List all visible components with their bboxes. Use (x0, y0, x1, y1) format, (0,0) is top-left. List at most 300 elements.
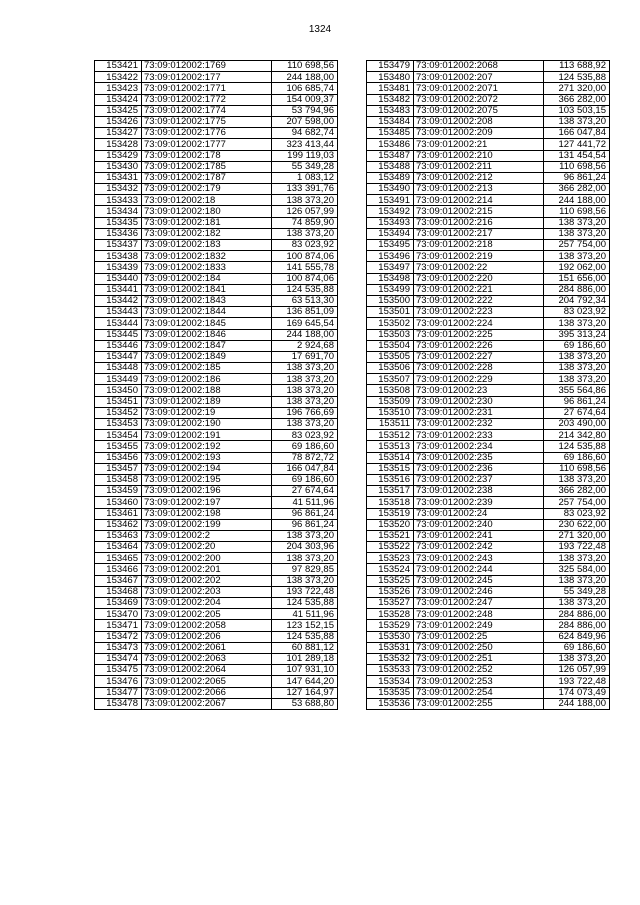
table-row (95, 486, 338, 497)
cadastral-number-cell: 73:09:012002:210 (414, 150, 544, 161)
row-number-cell: 153450 (95, 385, 142, 396)
table-row (367, 687, 610, 698)
value-cell: 74 859,90 (272, 217, 338, 228)
cadastral-number-cell: 73:09:012002:183 (142, 240, 272, 251)
table-row (95, 195, 338, 206)
cadastral-number-cell: 73:09:012002:180 (142, 206, 272, 217)
value-cell: 96 861,24 (544, 172, 610, 183)
row-number-cell: 153443 (95, 307, 142, 318)
table-row (95, 105, 338, 116)
cadastral-number-cell: 73:09:012002:223 (414, 307, 544, 318)
cadastral-number-cell: 73:09:012002:225 (414, 329, 544, 340)
row-number-cell: 153529 (367, 620, 414, 631)
cadastral-number-cell: 73:09:012002:237 (414, 474, 544, 485)
table-row (367, 463, 610, 474)
row-number-cell: 153495 (367, 240, 414, 251)
row-number-cell: 153520 (367, 519, 414, 530)
right-table (366, 60, 610, 710)
table-row (95, 251, 338, 262)
value-cell: 230 622,00 (544, 519, 610, 530)
table-row (95, 407, 338, 418)
value-cell: 257 754,00 (544, 497, 610, 508)
cadastral-number-cell: 73:09:012002:244 (414, 564, 544, 575)
table-row (95, 139, 338, 150)
cadastral-number-cell: 73:09:012002:186 (142, 374, 272, 385)
cadastral-number-cell: 73:09:012002:193 (142, 452, 272, 463)
cadastral-number-cell: 73:09:012002:25 (414, 631, 544, 642)
table-row (367, 340, 610, 351)
value-cell: 2 924,68 (272, 340, 338, 351)
value-cell: 325 584,00 (544, 564, 610, 575)
cadastral-number-cell: 73:09:012002:224 (414, 318, 544, 329)
table-row (367, 665, 610, 676)
cadastral-number-cell: 73:09:012002:239 (414, 497, 544, 508)
row-number-cell: 153431 (95, 172, 142, 183)
value-cell: 69 186,60 (544, 340, 610, 351)
row-number-cell: 153436 (95, 228, 142, 239)
cadastral-number-cell: 73:09:012002:221 (414, 284, 544, 295)
cadastral-number-cell: 73:09:012002:227 (414, 351, 544, 362)
table-row (95, 150, 338, 161)
cadastral-number-cell: 73:09:012002:1846 (142, 329, 272, 340)
table-row (95, 351, 338, 362)
row-number-cell: 153479 (367, 61, 414, 72)
cadastral-number-cell: 73:09:012002:21 (414, 139, 544, 150)
cadastral-number-cell: 73:09:012002:232 (414, 419, 544, 430)
value-cell: 214 342,80 (544, 430, 610, 441)
cadastral-number-cell: 73:09:012002:2072 (414, 94, 544, 105)
table-row (95, 262, 338, 273)
value-cell: 136 851,09 (272, 307, 338, 318)
table-row (95, 586, 338, 597)
table-row (367, 609, 610, 620)
table-row (95, 575, 338, 586)
value-cell: 203 490,00 (544, 419, 610, 430)
row-number-cell: 153451 (95, 396, 142, 407)
value-cell: 138 373,20 (272, 228, 338, 239)
row-number-cell: 153477 (95, 687, 142, 698)
cadastral-number-cell: 73:09:012002:194 (142, 463, 272, 474)
cadastral-number-cell: 73:09:012002:1844 (142, 307, 272, 318)
cadastral-number-cell: 73:09:012002:18 (142, 195, 272, 206)
value-cell: 138 373,20 (272, 575, 338, 586)
row-number-cell: 153507 (367, 374, 414, 385)
table-row (95, 441, 338, 452)
table-row (95, 430, 338, 441)
cadastral-number-cell: 73:09:012002:201 (142, 564, 272, 575)
row-number-cell: 153467 (95, 575, 142, 586)
value-cell: 147 644,20 (272, 676, 338, 687)
row-number-cell: 153526 (367, 586, 414, 597)
row-number-cell: 153445 (95, 329, 142, 340)
row-number-cell: 153501 (367, 307, 414, 318)
row-number-cell: 153441 (95, 284, 142, 295)
row-number-cell: 153485 (367, 128, 414, 139)
table-row (95, 631, 338, 642)
cadastral-number-cell: 73:09:012002:1772 (142, 94, 272, 105)
cadastral-number-cell: 73:09:012002:255 (414, 698, 544, 709)
value-cell: 138 373,20 (544, 575, 610, 586)
table-row (367, 94, 610, 105)
value-cell: 355 564,86 (544, 385, 610, 396)
row-number-cell: 153527 (367, 598, 414, 609)
value-cell: 138 373,20 (544, 228, 610, 239)
value-cell: 83 023,92 (544, 508, 610, 519)
cadastral-number-cell: 73:09:012002:2066 (142, 687, 272, 698)
table-row (367, 329, 610, 340)
table-row (367, 642, 610, 653)
value-cell: 138 373,20 (544, 598, 610, 609)
row-number-cell: 153462 (95, 519, 142, 530)
row-number-cell: 153483 (367, 105, 414, 116)
cadastral-number-cell: 73:09:012002:245 (414, 575, 544, 586)
cadastral-number-cell: 73:09:012002:251 (414, 653, 544, 664)
value-cell: 366 282,00 (544, 94, 610, 105)
value-cell: 96 861,24 (272, 508, 338, 519)
value-cell: 284 886,00 (544, 284, 610, 295)
value-cell: 124 535,88 (272, 284, 338, 295)
table-row (367, 564, 610, 575)
cadastral-number-cell: 73:09:012002:252 (414, 665, 544, 676)
cadastral-number-cell: 73:09:012002:199 (142, 519, 272, 530)
row-number-cell: 153500 (367, 295, 414, 306)
value-cell: 138 373,20 (272, 419, 338, 430)
row-number-cell: 153530 (367, 631, 414, 642)
value-cell: 366 282,00 (544, 184, 610, 195)
row-number-cell: 153459 (95, 486, 142, 497)
cadastral-number-cell: 73:09:012002:246 (414, 586, 544, 597)
value-cell: 83 023,92 (272, 430, 338, 441)
row-number-cell: 153533 (367, 665, 414, 676)
row-number-cell: 153499 (367, 284, 414, 295)
row-number-cell: 153456 (95, 452, 142, 463)
table-row (367, 419, 610, 430)
value-cell: 204 303,96 (272, 542, 338, 553)
cadastral-number-cell: 73:09:012002:185 (142, 363, 272, 374)
cadastral-number-cell: 73:09:012002:250 (414, 642, 544, 653)
value-cell: 83 023,92 (272, 240, 338, 251)
table-row (367, 620, 610, 631)
table-row (95, 72, 338, 83)
table-row (367, 307, 610, 318)
table-row (367, 530, 610, 541)
table-row (367, 631, 610, 642)
row-number-cell: 153509 (367, 396, 414, 407)
row-number-cell: 153516 (367, 474, 414, 485)
value-cell: 138 373,20 (544, 653, 610, 664)
cadastral-number-cell: 73:09:012002:213 (414, 184, 544, 195)
cadastral-number-cell: 73:09:012002:203 (142, 586, 272, 597)
cadastral-number-cell: 73:09:012002:212 (414, 172, 544, 183)
row-number-cell: 153503 (367, 329, 414, 340)
value-cell: 123 152,15 (272, 620, 338, 631)
value-cell: 113 688,92 (544, 61, 610, 72)
table-row (367, 374, 610, 385)
row-number-cell: 153517 (367, 486, 414, 497)
table-row (95, 508, 338, 519)
row-number-cell: 153496 (367, 251, 414, 262)
row-number-cell: 153423 (95, 83, 142, 94)
value-cell: 284 886,00 (544, 609, 610, 620)
row-number-cell: 153428 (95, 139, 142, 150)
table-row (95, 307, 338, 318)
row-number-cell: 153453 (95, 419, 142, 430)
table-row (95, 94, 338, 105)
table-row (367, 396, 610, 407)
table-row (95, 687, 338, 698)
cadastral-number-cell: 73:09:012002:222 (414, 295, 544, 306)
table-row (95, 161, 338, 172)
row-number-cell: 153444 (95, 318, 142, 329)
cadastral-number-cell: 73:09:012002:231 (414, 407, 544, 418)
cadastral-number-cell: 73:09:012002:190 (142, 419, 272, 430)
page-number: 1324 (308, 24, 332, 35)
value-cell: 169 645,54 (272, 318, 338, 329)
table-row (95, 474, 338, 485)
value-cell: 138 373,20 (544, 374, 610, 385)
table-row (95, 396, 338, 407)
value-cell: 97 829,85 (272, 564, 338, 575)
cadastral-number-cell: 73:09:012002:181 (142, 217, 272, 228)
cadastral-number-cell: 73:09:012002:207 (414, 72, 544, 83)
row-number-cell: 153474 (95, 653, 142, 664)
row-number-cell: 153482 (367, 94, 414, 105)
cadastral-number-cell: 73:09:012002:22 (414, 262, 544, 273)
row-number-cell: 153535 (367, 687, 414, 698)
value-cell: 69 186,60 (272, 474, 338, 485)
cadastral-number-cell: 73:09:012002:236 (414, 463, 544, 474)
row-number-cell: 153434 (95, 206, 142, 217)
value-cell: 138 373,20 (272, 553, 338, 564)
value-cell: 103 503,15 (544, 105, 610, 116)
table-row (367, 586, 610, 597)
row-number-cell: 153510 (367, 407, 414, 418)
value-cell: 127 164,97 (272, 687, 338, 698)
table-row (95, 553, 338, 564)
cadastral-number-cell: 73:09:012002:179 (142, 184, 272, 195)
table-row (367, 508, 610, 519)
cadastral-number-cell: 73:09:012002:2064 (142, 665, 272, 676)
value-cell: 207 598,00 (272, 116, 338, 127)
cadastral-number-cell: 73:09:012002:197 (142, 497, 272, 508)
cadastral-number-cell: 73:09:012002:242 (414, 542, 544, 553)
value-cell: 106 685,74 (272, 83, 338, 94)
cadastral-number-cell: 73:09:012002:2061 (142, 642, 272, 653)
row-number-cell: 153515 (367, 463, 414, 474)
table-row (95, 676, 338, 687)
table-row (95, 61, 338, 72)
row-number-cell: 153458 (95, 474, 142, 485)
value-cell: 138 373,20 (544, 116, 610, 127)
cadastral-number-cell: 73:09:012002:1785 (142, 161, 272, 172)
cadastral-number-cell: 73:09:012002:204 (142, 598, 272, 609)
value-cell: 69 186,60 (272, 441, 338, 452)
table-row (367, 542, 610, 553)
value-cell: 110 698,56 (544, 161, 610, 172)
table-row (367, 407, 610, 418)
row-number-cell: 153534 (367, 676, 414, 687)
row-number-cell: 153469 (95, 598, 142, 609)
table-row (367, 474, 610, 485)
row-number-cell: 153481 (367, 83, 414, 94)
cadastral-number-cell: 73:09:012002:211 (414, 161, 544, 172)
value-cell: 138 373,20 (544, 251, 610, 262)
cadastral-number-cell: 73:09:012002:191 (142, 430, 272, 441)
row-number-cell: 153506 (367, 363, 414, 374)
right-table-body (367, 61, 610, 710)
cadastral-number-cell: 73:09:012002:198 (142, 508, 272, 519)
cadastral-number-cell: 73:09:012002:1841 (142, 284, 272, 295)
row-number-cell: 153536 (367, 698, 414, 709)
table-row (367, 430, 610, 441)
row-number-cell: 153487 (367, 150, 414, 161)
row-number-cell: 153491 (367, 195, 414, 206)
value-cell: 196 766,69 (272, 407, 338, 418)
table-row (367, 116, 610, 127)
value-cell: 154 009,37 (272, 94, 338, 105)
value-cell: 193 722,48 (544, 542, 610, 553)
table-row (367, 676, 610, 687)
row-number-cell: 153439 (95, 262, 142, 273)
table-row (367, 195, 610, 206)
table-row (95, 642, 338, 653)
cadastral-number-cell: 73:09:012002:188 (142, 385, 272, 396)
table-row (95, 228, 338, 239)
value-cell: 124 535,88 (272, 631, 338, 642)
value-cell: 53 688,80 (272, 698, 338, 709)
cadastral-number-cell: 73:09:012002:208 (414, 116, 544, 127)
table-row (367, 161, 610, 172)
row-number-cell: 153486 (367, 139, 414, 150)
cadastral-number-cell: 73:09:012002:206 (142, 631, 272, 642)
row-number-cell: 153455 (95, 441, 142, 452)
value-cell: 27 674,64 (544, 407, 610, 418)
table-row (367, 452, 610, 463)
table-row (367, 150, 610, 161)
row-number-cell: 153519 (367, 508, 414, 519)
table-row (367, 206, 610, 217)
row-number-cell: 153452 (95, 407, 142, 418)
cadastral-number-cell: 73:09:012002:2075 (414, 105, 544, 116)
cadastral-number-cell: 73:09:012002:2068 (414, 61, 544, 72)
value-cell: 395 313,24 (544, 329, 610, 340)
value-cell: 193 722,48 (272, 586, 338, 597)
value-cell: 193 722,48 (544, 676, 610, 687)
cadastral-number-cell: 73:09:012002:182 (142, 228, 272, 239)
cadastral-number-cell: 73:09:012002:243 (414, 553, 544, 564)
cadastral-number-cell: 73:09:012002:1775 (142, 116, 272, 127)
value-cell: 101 289,18 (272, 653, 338, 664)
row-number-cell: 153447 (95, 351, 142, 362)
row-number-cell: 153427 (95, 128, 142, 139)
cadastral-number-cell: 73:09:012002:195 (142, 474, 272, 485)
cadastral-number-cell: 73:09:012002:215 (414, 206, 544, 217)
value-cell: 323 413,44 (272, 139, 338, 150)
value-cell: 151 656,00 (544, 273, 610, 284)
table-row (367, 284, 610, 295)
value-cell: 83 023,92 (544, 307, 610, 318)
table-row (367, 441, 610, 452)
value-cell: 78 872,72 (272, 452, 338, 463)
table-row (367, 318, 610, 329)
value-cell: 244 188,00 (544, 698, 610, 709)
table-row (95, 184, 338, 195)
table-row (367, 385, 610, 396)
table-row (367, 575, 610, 586)
row-number-cell: 153466 (95, 564, 142, 575)
row-number-cell: 153480 (367, 72, 414, 83)
table-row (367, 497, 610, 508)
table-row (95, 128, 338, 139)
table-row (367, 139, 610, 150)
table-row (95, 698, 338, 709)
cadastral-number-cell: 73:09:012002:240 (414, 519, 544, 530)
cadastral-number-cell: 73:09:012002:2071 (414, 83, 544, 94)
value-cell: 127 441,72 (544, 139, 610, 150)
value-cell: 69 186,60 (544, 642, 610, 653)
cadastral-number-cell: 73:09:012002:2065 (142, 676, 272, 687)
cadastral-number-cell: 73:09:012002:1777 (142, 139, 272, 150)
table-row (367, 363, 610, 374)
cadastral-number-cell: 73:09:012002:253 (414, 676, 544, 687)
row-number-cell: 153472 (95, 631, 142, 642)
value-cell: 94 682,74 (272, 128, 338, 139)
row-number-cell: 153460 (95, 497, 142, 508)
table-row (367, 295, 610, 306)
cadastral-number-cell: 73:09:012002:217 (414, 228, 544, 239)
row-number-cell: 153523 (367, 553, 414, 564)
value-cell: 96 861,24 (272, 519, 338, 530)
table-row (95, 329, 338, 340)
value-cell: 100 874,06 (272, 251, 338, 262)
row-number-cell: 153528 (367, 609, 414, 620)
value-cell: 166 047,84 (272, 463, 338, 474)
row-number-cell: 153493 (367, 217, 414, 228)
value-cell: 96 861,24 (544, 396, 610, 407)
row-number-cell: 153514 (367, 452, 414, 463)
table-row (367, 653, 610, 664)
cadastral-number-cell: 73:09:012002:241 (414, 530, 544, 541)
value-cell: 366 282,00 (544, 486, 610, 497)
table-row (367, 217, 610, 228)
table-row (95, 519, 338, 530)
cadastral-number-cell: 73:09:012002:19 (142, 407, 272, 418)
value-cell: 131 454,54 (544, 150, 610, 161)
cadastral-number-cell: 73:09:012002:248 (414, 609, 544, 620)
cadastral-number-cell: 73:09:012002:228 (414, 363, 544, 374)
table-row (95, 463, 338, 474)
table-row (367, 240, 610, 251)
cadastral-number-cell: 73:09:012002:214 (414, 195, 544, 206)
row-number-cell: 153446 (95, 340, 142, 351)
value-cell: 126 057,99 (272, 206, 338, 217)
cadastral-number-cell: 73:09:012002:2 (142, 530, 272, 541)
row-number-cell: 153471 (95, 620, 142, 631)
value-cell: 138 373,20 (272, 195, 338, 206)
value-cell: 138 373,20 (272, 363, 338, 374)
cadastral-number-cell: 73:09:012002:1776 (142, 128, 272, 139)
row-number-cell: 153490 (367, 184, 414, 195)
cadastral-number-cell: 73:09:012002:2067 (142, 698, 272, 709)
table-row (95, 172, 338, 183)
cadastral-number-cell: 73:09:012002:254 (414, 687, 544, 698)
row-number-cell: 153468 (95, 586, 142, 597)
cadastral-number-cell: 73:09:012002:24 (414, 508, 544, 519)
table-row (367, 128, 610, 139)
left-table (94, 60, 338, 710)
table-row (95, 542, 338, 553)
value-cell: 192 062,00 (544, 262, 610, 273)
